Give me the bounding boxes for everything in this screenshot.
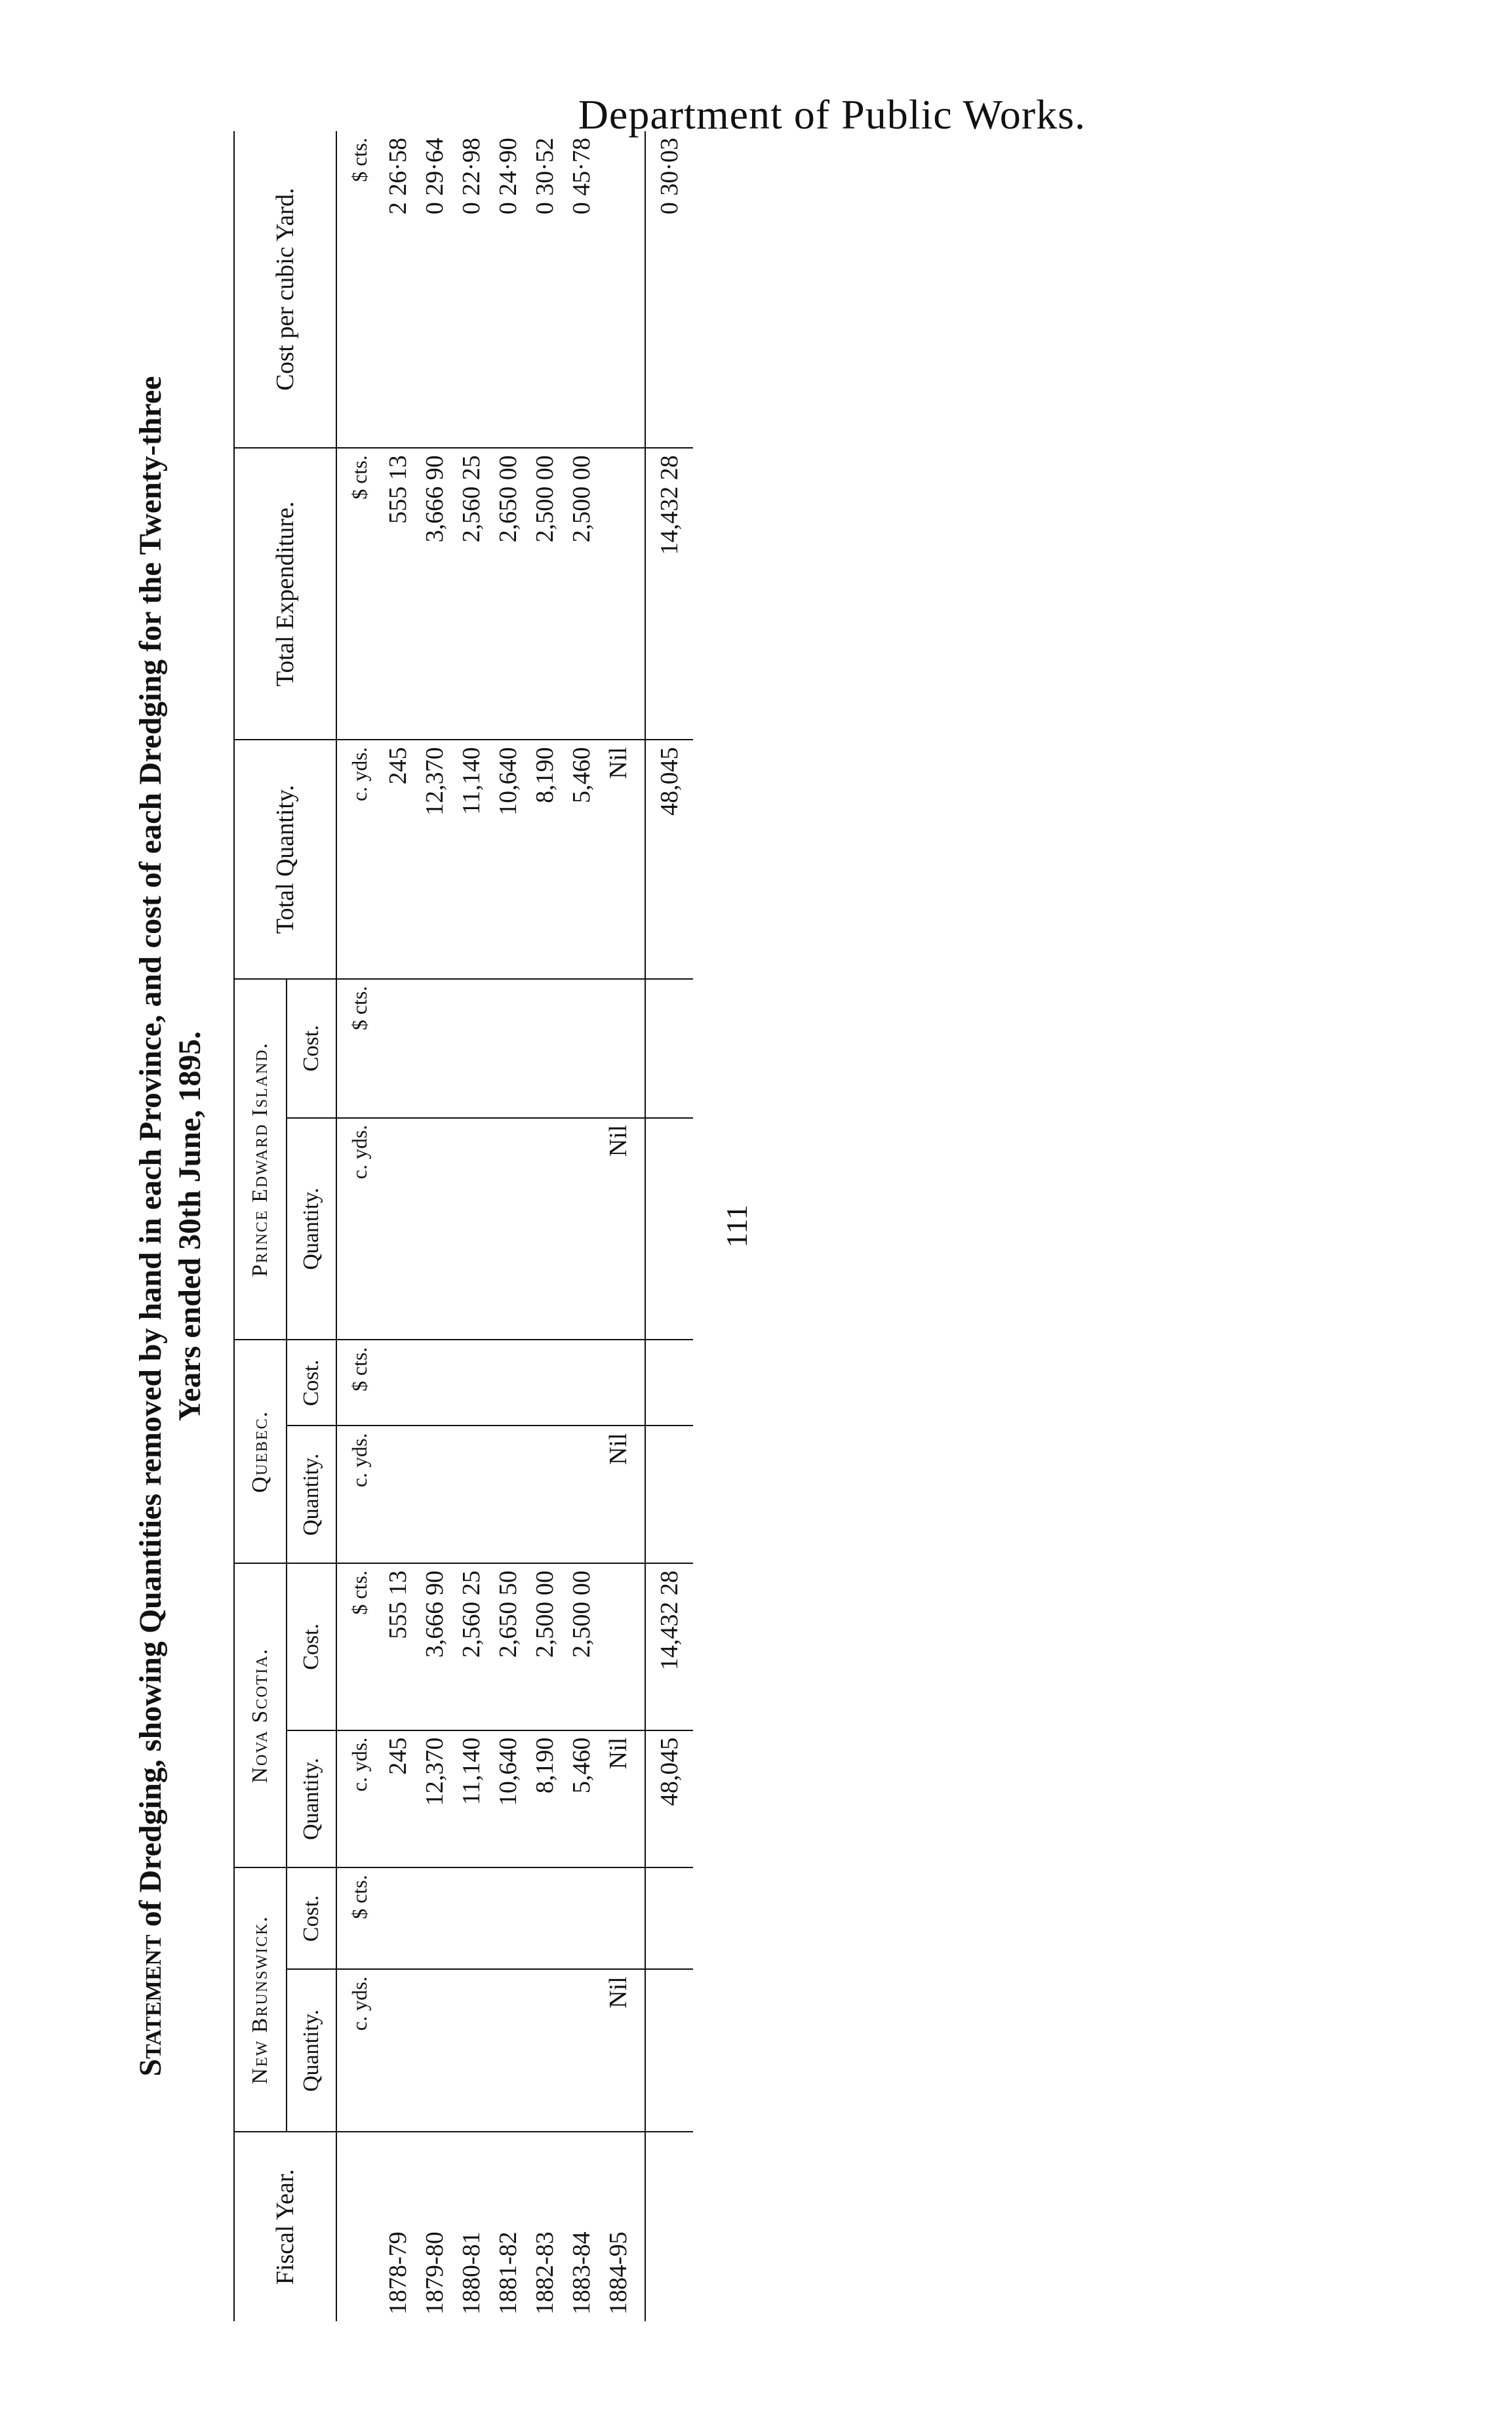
table-row [563, 131, 600, 2321]
units-row [336, 131, 380, 2321]
unit-cts: $ cts. [336, 1340, 380, 1426]
cell-tq: 5,460 [563, 740, 600, 978]
table-row [527, 131, 563, 2321]
cell-nb-q [380, 1969, 416, 2132]
dredging-table [233, 131, 693, 2321]
fiscal-year-cell: 1879-80 [421, 2231, 448, 2315]
group-new-brunswick: New Brunswick. [234, 1867, 287, 2132]
table-row [453, 131, 490, 2321]
total-empty [645, 979, 693, 1118]
cell-te: 2,500 00 [527, 448, 563, 740]
cell-pei-c [527, 979, 563, 1118]
cell-tq: 245 [380, 740, 416, 978]
cell-te [600, 448, 645, 740]
cell-ns-c: 3,666 90 [416, 1563, 453, 1730]
cell-cy: 0 45·78 [563, 131, 600, 448]
cell-cy: 2 26·58 [380, 131, 416, 448]
nb-quantity-header: Quantity. [287, 1969, 336, 2132]
cell-cy: 0 29·64 [416, 131, 453, 448]
cell-pei-c [416, 979, 453, 1118]
cell-cy [600, 131, 645, 448]
unit-yds: c. yds. [336, 1118, 380, 1340]
total-ns-q: 48,045 [645, 1730, 693, 1868]
cell-te: 3,666 90 [416, 448, 453, 740]
cell-qc-c [380, 1340, 416, 1426]
total-ns-c: 14,432 28 [645, 1563, 693, 1730]
ns-cost-header: Cost. [287, 1563, 336, 1730]
cell-qc-q [563, 1426, 600, 1563]
fiscal-year-cell: 1881-82 [494, 2231, 522, 2315]
cell-tq: Nil [600, 740, 645, 978]
total-cy: 0 30·03 [645, 131, 693, 448]
unit-yds: c. yds. [336, 1426, 380, 1563]
total-empty [645, 1969, 693, 2132]
total-empty [645, 1867, 693, 1969]
qc-quantity-header: Quantity. [287, 1426, 336, 1563]
cell-ns-q: 11,140 [453, 1730, 490, 1868]
total-expenditure-header: Total Expenditure. [234, 448, 336, 740]
qc-cost-header: Cost. [287, 1340, 336, 1426]
cell-qc-q [416, 1426, 453, 1563]
total-tq: 48,045 [645, 740, 693, 978]
cell-cy: 0 24·90 [490, 131, 527, 448]
table-row [380, 131, 416, 2321]
fiscal-year-cell: 1884-95 [605, 2231, 632, 2315]
unit-cts: $ cts. [336, 448, 380, 740]
cell-ns-c: 555 13 [380, 1563, 416, 1730]
total-empty [645, 1340, 693, 1426]
cell-ns-c: 2,500 00 [527, 1563, 563, 1730]
cell-nb-q [490, 1969, 527, 2132]
cell-cy: 0 22·98 [453, 131, 490, 448]
cell-pei-q [416, 1118, 453, 1340]
unit-yds: c. yds. [336, 740, 380, 978]
group-quebec: Quebec. [234, 1340, 287, 1563]
statement-title [131, 131, 210, 2321]
cell-qc-q [380, 1426, 416, 1563]
cell-qc-q [453, 1426, 490, 1563]
cell-cy: 0 30·52 [527, 131, 563, 448]
unit-cts: $ cts. [336, 1867, 380, 1969]
cell-nb-c [563, 1867, 600, 1969]
cell-qc-c [563, 1340, 600, 1426]
cell-tq: 8,190 [527, 740, 563, 978]
cell-ns-c: 2,560 25 [453, 1563, 490, 1730]
fiscal-year-cell: 1883-84 [568, 2231, 595, 2315]
cell-tq: 12,370 [416, 740, 453, 978]
table-row [490, 131, 527, 2321]
total-quantity-header: Total Quantity. [234, 740, 336, 978]
cell-pei-q [453, 1118, 490, 1340]
cell-nb-c [380, 1867, 416, 1969]
fiscal-year-cell: 1878-79 [384, 2231, 412, 2315]
cell-nb-q [416, 1969, 453, 2132]
cell-ns-q: 12,370 [416, 1730, 453, 1868]
cell-qc-c [600, 1340, 645, 1426]
cell-qc-c [416, 1340, 453, 1426]
cell-nb-c [416, 1867, 453, 1969]
cell-pei-q [563, 1118, 600, 1340]
cell-ns-c: 2,650 50 [490, 1563, 527, 1730]
title-line1: of Dredging, showing Quantities removed by hand in each Province, and cost of each Dredging for the Twenty-three [133, 376, 168, 1935]
page-number: 111 [720, 1205, 753, 1248]
cell-pei-c [380, 979, 416, 1118]
cell-ns-q: Nil [600, 1730, 645, 1868]
total-te: 14,432 28 [645, 448, 693, 740]
total-empty [645, 1426, 693, 1563]
title-line2: Years ended 30th June, 1895. [172, 1031, 207, 1422]
total-empty [645, 1118, 693, 1340]
unit-cts: $ cts. [336, 1563, 380, 1730]
fiscal-year-cell: 1882-83 [531, 2231, 559, 2315]
cell-nb-c [490, 1867, 527, 1969]
cell-nb-c [600, 1867, 645, 1969]
unit-yds: c. yds. [336, 1969, 380, 2132]
cell-pei-q: Nil [600, 1118, 645, 1340]
cell-pei-c [563, 979, 600, 1118]
group-pei: Prince Edward Island. [234, 979, 287, 1340]
cell-qc-c [527, 1340, 563, 1426]
totals-row [645, 131, 693, 2321]
cell-ns-q: 10,640 [490, 1730, 527, 1868]
cell-ns-q: 5,460 [563, 1730, 600, 1868]
cost-per-yard-header: Cost per cubic Yard. [234, 131, 336, 448]
cell-nb-q [527, 1969, 563, 2132]
cell-nb-q: Nil [600, 1969, 645, 2132]
cell-ns-c: 2,500 00 [563, 1563, 600, 1730]
table-row [416, 131, 453, 2321]
cell-nb-q [453, 1969, 490, 2132]
cell-te: 2,500 00 [563, 448, 600, 740]
ns-quantity-header: Quantity. [287, 1730, 336, 1868]
title-lead: Statement [133, 1934, 168, 2077]
cell-te: 2,560 25 [453, 448, 490, 740]
cell-pei-q [380, 1118, 416, 1340]
cell-nb-c [527, 1867, 563, 1969]
cell-qc-c [453, 1340, 490, 1426]
nb-cost-header: Cost. [287, 1867, 336, 1969]
cell-pei-q [527, 1118, 563, 1340]
rotated-statement [131, 131, 852, 2321]
group-nova-scotia: Nova Scotia. [234, 1563, 287, 1867]
cell-ns-c [600, 1563, 645, 1730]
pei-quantity-header: Quantity. [287, 1118, 336, 1340]
fiscal-year-header: Fiscal Year. [234, 2132, 336, 2321]
unit-yds: c. yds. [336, 1730, 380, 1868]
cell-pei-c [453, 979, 490, 1118]
fiscal-year-cell: 1880-81 [458, 2231, 485, 2315]
unit-cts: $ cts. [336, 979, 380, 1118]
cell-nb-q [563, 1969, 600, 2132]
cell-pei-c [600, 979, 645, 1118]
cell-tq: 10,640 [490, 740, 527, 978]
page-header: Department of Public Works. [578, 91, 1086, 138]
cell-qc-q [527, 1426, 563, 1563]
table-row [600, 131, 645, 2321]
cell-qc-q [490, 1426, 527, 1563]
pei-cost-header: Cost. [287, 979, 336, 1118]
cell-pei-c [490, 979, 527, 1118]
cell-ns-q: 8,190 [527, 1730, 563, 1868]
cell-te: 2,650 00 [490, 448, 527, 740]
cell-qc-q: Nil [600, 1426, 645, 1563]
cell-nb-c [453, 1867, 490, 1969]
cell-pei-q [490, 1118, 527, 1340]
cell-te: 555 13 [380, 448, 416, 740]
cell-tq: 11,140 [453, 740, 490, 978]
unit-cts: $ cts. [336, 131, 380, 448]
cell-ns-q: 245 [380, 1730, 416, 1868]
cell-qc-c [490, 1340, 527, 1426]
